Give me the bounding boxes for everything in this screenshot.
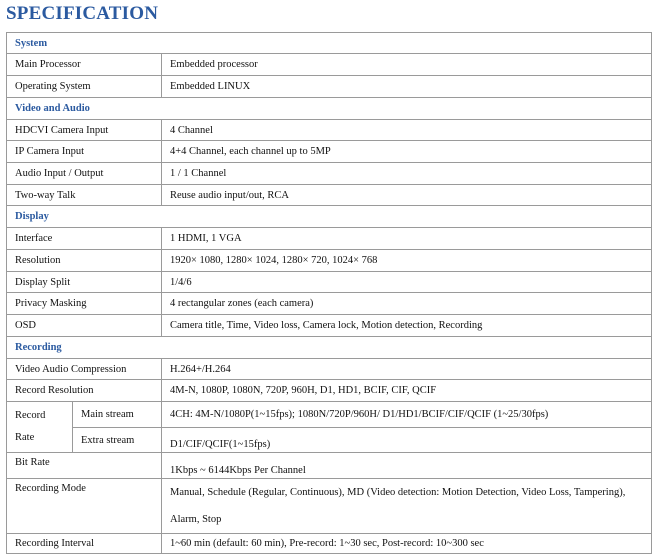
spec-value: 1 / 1 Channel — [162, 163, 652, 185]
table-row — [7, 185, 652, 206]
table-row — [7, 120, 652, 141]
main-stream-value: 4CH: 4M-N/1080P(1~15fps); 1080N/720P/960H/ D1/HD1/BCIF/CIF/QCIF (1~25/30fps) — [162, 402, 652, 428]
spec-label: Two-way Talk — [7, 185, 162, 206]
spec-label: Bit Rate — [7, 453, 162, 479]
table-row — [7, 534, 652, 554]
spec-value: 4+4 Channel, each channel up to 5MP — [162, 141, 652, 163]
table-row — [7, 76, 652, 98]
table-row — [7, 293, 652, 315]
recording-mode-line2: Alarm, Stop — [170, 514, 222, 525]
section-row-display — [7, 206, 652, 228]
record-rate-label-line1: Record — [15, 410, 46, 421]
record-rate-label-line2: Rate — [15, 432, 35, 443]
recording-mode-line1: Manual, Schedule (Regular, Continuous), MD (Video detection: Motion Detection, Video Loss, Tampering), — [170, 487, 626, 498]
spec-value — [162, 479, 652, 534]
record-rate-label — [7, 402, 73, 453]
section-row-system — [7, 33, 652, 54]
spec-label: IP Camera Input — [7, 141, 162, 163]
section-row-video-audio — [7, 98, 652, 120]
table-row — [7, 402, 652, 428]
table-row — [7, 479, 652, 534]
spec-label: Video Audio Compression — [7, 359, 162, 380]
spec-value: Embedded LINUX — [162, 76, 652, 98]
spec-value: Reuse audio input/out, RCA — [162, 185, 652, 206]
spec-label: Resolution — [7, 250, 162, 272]
spec-label: HDCVI Camera Input — [7, 120, 162, 141]
table-row — [7, 453, 652, 479]
table-row — [7, 315, 652, 337]
spec-label: Interface — [7, 228, 162, 250]
spec-value: 1Kbps ~ 6144Kbps Per Channel — [162, 453, 652, 479]
spec-label: Privacy Masking — [7, 293, 162, 315]
spec-value: Camera title, Time, Video loss, Camera lock, Motion detection, Recording — [162, 315, 652, 337]
spec-value: 4M-N, 1080P, 1080N, 720P, 960H, D1, HD1, BCIF, CIF, QCIF — [162, 380, 652, 402]
page-title: SPECIFICATION — [6, 3, 159, 24]
spec-value: 1/4/6 — [162, 272, 652, 293]
table-row — [7, 54, 652, 76]
spec-label: Record Resolution — [7, 380, 162, 402]
table-row — [7, 380, 652, 402]
section-header-display: Display — [7, 206, 652, 228]
table-row — [7, 359, 652, 380]
extra-stream-label: Extra stream — [73, 428, 162, 453]
spec-label: Recording Mode — [7, 479, 162, 534]
table-row — [7, 163, 652, 185]
spec-label: Audio Input / Output — [7, 163, 162, 185]
section-header-recording: Recording — [7, 337, 652, 359]
spec-value: 1~60 min (default: 60 min), Pre-record: 1~30 sec, Post-record: 10~300 sec — [162, 534, 652, 554]
spec-label: Operating System — [7, 76, 162, 98]
table-row — [7, 228, 652, 250]
section-header-video-audio: Video and Audio — [7, 98, 652, 120]
spec-label: OSD — [7, 315, 162, 337]
spec-value: 1 HDMI, 1 VGA — [162, 228, 652, 250]
spec-value: H.264+/H.264 — [162, 359, 652, 380]
main-stream-label: Main stream — [73, 402, 162, 428]
table-row — [7, 141, 652, 163]
table-row — [7, 428, 652, 453]
section-header-system: System — [7, 33, 652, 54]
table-row — [7, 272, 652, 293]
spec-value: 4 rectangular zones (each camera) — [162, 293, 652, 315]
spec-value: 4 Channel — [162, 120, 652, 141]
table-row — [7, 250, 652, 272]
spec-label: Recording Interval — [7, 534, 162, 554]
specification-table — [6, 32, 652, 554]
extra-stream-value: D1/CIF/QCIF(1~15fps) — [162, 428, 652, 453]
spec-label: Display Split — [7, 272, 162, 293]
spec-value: Embedded processor — [162, 54, 652, 76]
section-row-recording — [7, 337, 652, 359]
spec-value: 1920× 1080, 1280× 1024, 1280× 720, 1024× 768 — [162, 250, 652, 272]
spec-label: Main Processor — [7, 54, 162, 76]
